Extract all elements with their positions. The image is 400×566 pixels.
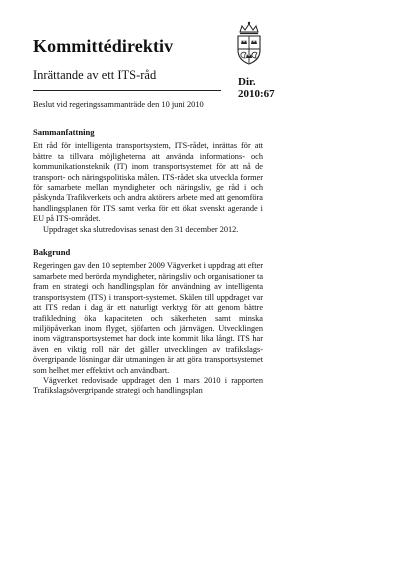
- title-divider: [33, 90, 221, 91]
- background-heading: Bakgrund: [33, 247, 71, 258]
- directive-label: Dir.: [238, 76, 256, 88]
- decision-line: Beslut vid regeringssammanträde den 10 juni 2010: [33, 100, 204, 109]
- document-body: [33, 127, 263, 397]
- background-paragraph: Regeringen gav den 10 september 2009 Vägverket i uppdrag att efter samarbete med berörda myndigheter, näringsliv och organisationer ta fram en strategi och handlingsplan för användning av intelligenta transportsystem (ITS) i transport-systemet. Skälen till uppdraget var att ITS redan i dag är ett naturligt verktyg för att genom bättre trafikledning öka kapaciteten och säkerheten samt minska miljöpåverkan inom flyget, sjöfarten och järnvägen. Utvecklingen inom vägtransportsystemet har dock inte kommit lika långt. ITS har även en viktig roll när det gäller utvecklingen av trafikslags-övergripande lösningar där utmaningen är att göra transportsystemet som helhet mer effektivt och användbart.: [33, 261, 263, 375]
- summary-paragraph: Uppdraget ska slutredovisas senast den 31 december 2012.: [43, 224, 239, 234]
- summary-heading: Sammanfattning: [33, 127, 95, 137]
- summary-paragraph: Ett råd för intelligenta transportsystem, ITS-rådet, inrättas för att bättre ta tillvara möjligheterna att använda informations- och kommunikationsteknik (IT) inom transportsystemet för att nå de transport- och näringspolitiska målen. ITS-rådet ska utveckla former för samarbete mellan myndigheter och näringsliv, ge råd i och påskynda Trafikverkets och andra aktörers arbete med att genomföra handlingsplanen för ITS samt verka för ett ökat svenskt agerande i EU på ITS-området.: [33, 141, 263, 224]
- directive-number: 2010:67: [238, 88, 275, 100]
- background-paragraph: Vägverket redovisade uppdraget den 1 mars 2010 i rapporten Trafikslagsövergripande strategi och handlingsplan: [33, 375, 263, 396]
- document-subtitle: Inrättande av ett ITS-råd: [33, 68, 157, 82]
- swedish-coat-of-arms-icon: [232, 20, 266, 66]
- document-title: Kommittédirektiv: [33, 36, 174, 56]
